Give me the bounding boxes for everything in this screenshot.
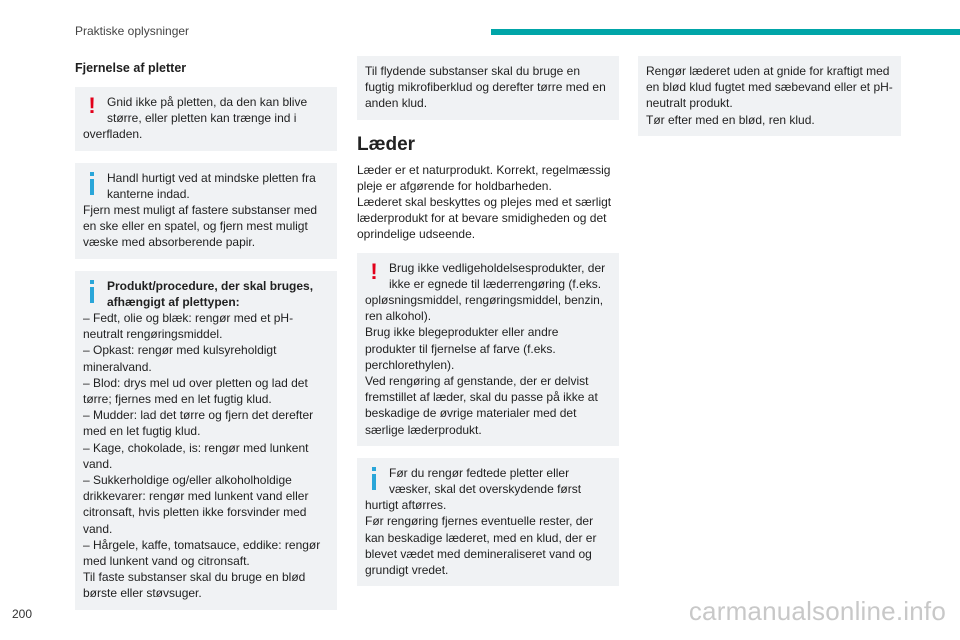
paragraph: Læderet skal beskyttes og plejes med et særligt læderprodukt for at bevare smidigheden og det oprindelige udseende. (357, 195, 612, 242)
info-heading: Produkt/procedure, der skal bruges, afhængigt af plettypen: (107, 278, 314, 309)
note-text: Tør efter med en blød, ren klud. (646, 112, 815, 127)
list-item: – Mudder: lad det tørre og fjern det derefter med en let fugtig klud. (83, 408, 314, 439)
header-title: Praktiske oplysninger (75, 24, 190, 38)
warning-icon: ! (370, 258, 378, 284)
note-text: Til flydende substanser skal du bruge en fugtig mikrofiberklud og derefter tørre med en anden klud. (365, 64, 606, 111)
info-box-greasy-stains (357, 458, 619, 586)
list-item: – Opkast: rengør med kulsyreholdigt mineralvand. (83, 343, 277, 374)
list-item: – Blod: drys mel ud over pletten og lad det tørre; fjernes med en let fugtig klud. (83, 375, 308, 407)
note-box-liquids (357, 56, 619, 120)
info-icon (365, 467, 383, 490)
warning-text-cont: Ved rengøring af genstande, der er delvist fremstillet af læder, skal du passe på ikke at beskadige de øvrige materialer med det særlige læderprodukt. (365, 374, 598, 437)
column-2 (357, 56, 619, 598)
info-box-products (75, 271, 337, 610)
list-item: – Hårgele, kaffe, tomatsauce, eddike: rengør med lunkent vand og citronsaft. (83, 537, 321, 569)
note-box-clean-leather (638, 56, 901, 136)
info-text-cont: Fjern mest muligt af fastere substanser med en ske eller en spatel, og fjern mest muligt væske med absorberende papir. (83, 203, 318, 250)
info-text-cont: Før rengøring fjernes eventuelle rester, der kan beskadige læderet, med en klud, der er blevet vædet med demineraliseret vand og grundigt vredet. (365, 514, 597, 578)
list-item: – Kage, chokolade, is: rengør med lunkent vand. (83, 440, 309, 471)
list-item: – Sukkerholdige og/eller alkoholholdige drikkevarer: rengør med lunkent vand eller citronsaft, hvis pletten ikke forsvinder med vand. (83, 473, 309, 536)
column-3 (638, 56, 901, 148)
paragraph: Læder er et naturprodukt. Korrekt, regelmæssig pleje er afgørende for holdbarheden. (357, 162, 611, 193)
warning-text: Brug ikke vedligeholdelsesprodukter, der ikke er egnede til læderrengøring (f.eks. (389, 260, 606, 291)
section-heading-leather: Læder (357, 133, 416, 155)
warning-box-rub (75, 87, 337, 151)
info-text-cont: hurtigt aftørres. (365, 498, 447, 513)
header-accent-bar (491, 29, 960, 35)
list-item: – Fedt, olie og blæk: rengør med et pH-neutralt rengøringsmiddel. (83, 311, 294, 342)
leather-intro (357, 162, 619, 243)
warning-text-cont: opløsningsmiddel, rengøringsmiddel, benzin, ren alkohol). (365, 293, 604, 324)
warning-text: Gnid ikke på pletten, da den kan blive større, eller pletten kan trænge ind i (107, 95, 308, 126)
info-icon (83, 280, 101, 303)
watermark: carmanualsonline.info (688, 596, 946, 626)
warning-box-leather-products (357, 253, 619, 446)
page-number: 200 (12, 607, 33, 621)
note-text: Rengør læderet uden at gnide for kraftigt med en blød klud fugtet med sæbevand eller et pH-neutralt produkt. (646, 64, 893, 111)
info-box-act-quickly (75, 163, 337, 259)
list-item: Til faste substanser skal du bruge en blød børste eller støvsuger. (83, 570, 306, 601)
section-heading-stains: Fjernelse af pletter (75, 61, 187, 75)
warning-text-cont: Brug ikke blegeprodukter eller andre produkter til fjernelse af farve (f.eks. perchlorethylen). (365, 325, 559, 372)
info-text: Før du rengør fedtede pletter eller væsker, skal det overskydende først (389, 465, 582, 497)
info-icon (83, 172, 101, 195)
warning-text-cont: overfladen. (83, 127, 143, 142)
warning-icon: ! (88, 93, 96, 118)
column-1 (75, 56, 337, 622)
info-text: Handl hurtigt ved at mindske pletten fra kanterne indad. (107, 170, 316, 201)
